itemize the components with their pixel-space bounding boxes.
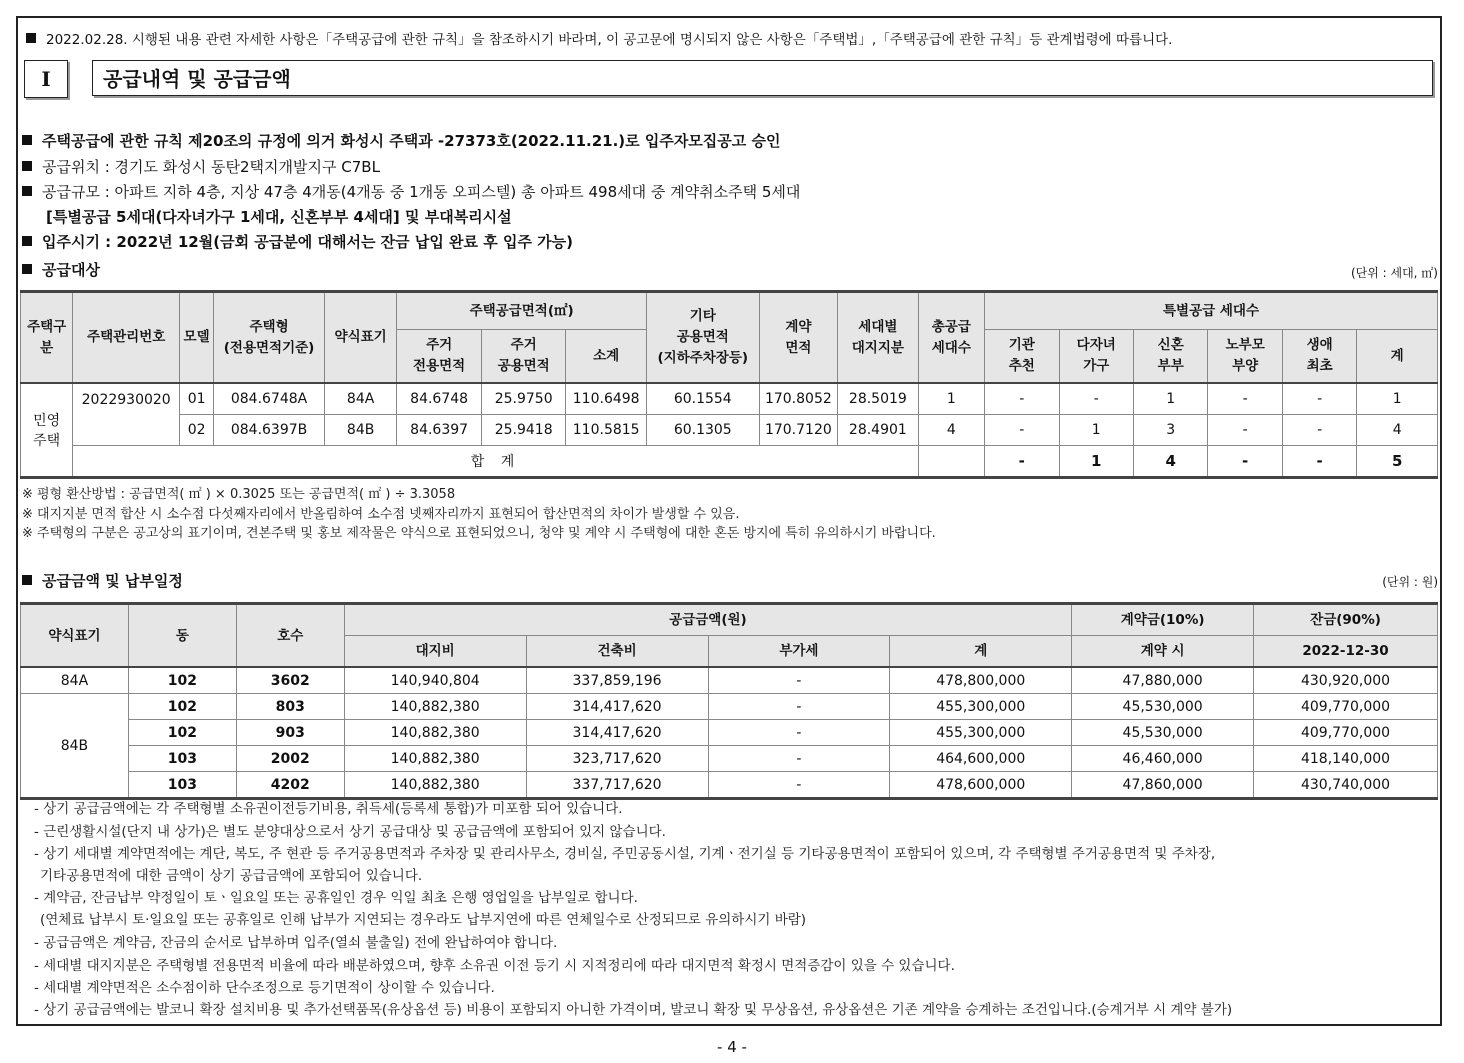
note-3: ※ 주택형의 구분은 공고상의 표기이며, 견본주택 및 홍보 제작물은 약식으로 표현되었으니, 청약 및 계약 시 주택형에 대한 혼돈 방지에 특히 유의하시기 바랍니다. <box>22 526 936 541</box>
cell-common: 25.9418 <box>481 415 566 446</box>
location-line <box>22 156 380 177</box>
price-note-2: - 근린생활시설(단지 내 상가)은 별도 분양대상으로서 상기 공급대상 및 공급금액에 포함되어 있지 않습니다. <box>34 824 666 840</box>
move-in-line <box>22 231 573 252</box>
square-bullet-icon <box>26 33 36 43</box>
cell-dong: 102 <box>128 720 236 746</box>
cell-newlywed: 1 <box>1133 383 1207 415</box>
cell-land: 140,882,380 <box>344 772 526 799</box>
price-note-4b: (연체료 납부시 토·일요일 또는 공휴일로 인해 납부가 지연되는 경우라도 납부지연에 따른 연체일수로 산정되므로 유의하시기 바람) <box>40 912 807 928</box>
cell-sum: 478,600,000 <box>890 772 1072 799</box>
th-deposit: 계약금(10%) <box>1072 604 1254 636</box>
scale-line <box>22 181 800 202</box>
cell-type: 084.6748A <box>214 383 325 415</box>
cell-land: 140,940,804 <box>344 667 526 694</box>
total-row <box>21 446 1438 478</box>
table-row <box>21 415 1438 446</box>
price-table <box>20 602 1438 800</box>
cell-balance: 409,770,000 <box>1254 720 1438 746</box>
page-number: - 4 - <box>717 1038 747 1056</box>
th-deposit-when: 계약 시 <box>1072 636 1254 668</box>
cell-vat: - <box>708 694 890 720</box>
note-1: ※ 평형 환산방법 : 공급면적( ㎡ ) × 0.3025 또는 공급면적( ㎡ ) ÷ 3.3058 <box>22 487 456 502</box>
th-price-sum: 계 <box>890 636 1072 668</box>
table-row <box>21 746 1438 772</box>
cell-vat: - <box>708 746 890 772</box>
supply-target-table <box>20 290 1438 479</box>
total-sum: 5 <box>1357 446 1438 478</box>
price-unit: (단위 : 원) <box>1382 575 1438 589</box>
price-note-8: - 상기 공급금액에는 발코니 확장 설치비용 및 추가선택품목(유상옵션 등) 비용이 포함되지 아니한 가격이며, 발코니 확장 및 무상옵션, 유상옵션은 기존 계약을 승계하는 조건입니다.(승계거부 시 계약 불가) <box>34 1002 1233 1018</box>
th-balance-date: 2022-12-30 <box>1254 636 1438 668</box>
total-newlywed: 4 <box>1133 446 1207 478</box>
cell-abbr: 84A <box>324 383 396 415</box>
square-bullet-icon <box>22 236 32 246</box>
cell-multi: 1 <box>1059 415 1133 446</box>
th-contract-area: 계약 면적 <box>759 292 837 384</box>
th-building: 건축비 <box>526 636 708 668</box>
approval-text: 주택공급에 관한 규칙 제20조의 규정에 의거 화성시 주택과 -27373호(2022.11.21.)로 입주자모집공고 승인 <box>42 132 781 150</box>
supply-unit: (단위 : 세대, ㎡) <box>1350 266 1438 280</box>
th-mgmt-no: 주택관리번호 <box>73 292 180 384</box>
cell-vat: - <box>708 720 890 746</box>
cell-total: 4 <box>918 415 984 446</box>
total-elderly: - <box>1208 446 1282 478</box>
th-balance: 잔금(90%) <box>1254 604 1438 636</box>
cell-multi: - <box>1059 383 1133 415</box>
cell-ho: 2002 <box>236 746 344 772</box>
cell-balance: 409,770,000 <box>1254 694 1438 720</box>
total-first: - <box>1282 446 1356 478</box>
th-multi-child: 다자녀 가구 <box>1059 330 1133 384</box>
th-newlywed: 신혼 부부 <box>1133 330 1207 384</box>
cell-subtotal: 110.6498 <box>566 383 647 415</box>
th-common: 주거 공용면적 <box>481 330 566 384</box>
table-row <box>21 667 1438 694</box>
total-institution: - <box>985 446 1059 478</box>
cell-deposit: 45,530,000 <box>1072 720 1254 746</box>
price-heading-text: 공급금액 및 납부일정 <box>42 572 183 590</box>
cell-first: - <box>1282 383 1356 415</box>
cell-building: 337,859,196 <box>526 667 708 694</box>
cell-elderly: - <box>1208 415 1282 446</box>
location-text: 공급위치 : 경기도 화성시 동탄2택지개발지구 C7BL <box>42 158 380 176</box>
square-bullet-icon <box>22 575 32 585</box>
mgmt-number-cell: 2022930020 <box>73 383 180 446</box>
th-total-units: 총공급 세대수 <box>918 292 984 384</box>
cell-deposit: 47,880,000 <box>1072 667 1254 694</box>
square-bullet-icon <box>22 161 32 171</box>
approval-line <box>22 130 780 151</box>
square-bullet-icon <box>22 264 32 274</box>
price-note-5: - 공급금액은 계약금, 잔금의 순서로 납부하며 입주(열쇠 불출일) 전에 완납하여야 합니다. <box>34 935 558 951</box>
table-row <box>21 720 1438 746</box>
top-note-text: 2022.02.28. 시행된 내용 관련 자세한 사항은「주택공급에 관한 규칙」을 참조하시기 바라며, 이 공고문에 명시되지 않은 사항은「주택법」,「주택공급에 관한 규칙」등 관계법령에 따릅니다. <box>46 32 1173 48</box>
cell-ho: 4202 <box>236 772 344 799</box>
cell-balance: 430,920,000 <box>1254 667 1438 694</box>
price-note-3: - 상기 세대별 계약면적에는 계단, 복도, 주 현관 등 주거공용면적과 주차장 및 관리사무소, 경비실, 주민공동시설, 기계ㆍ전기실 등 기타공용면적이 포함되어 있으며, 각 주택형별 주거공용면적 및 주차장, <box>34 846 1216 862</box>
cell-exclusive: 84.6748 <box>397 383 482 415</box>
th-abbr: 약식표기 <box>324 292 396 384</box>
price-heading <box>22 570 183 591</box>
table-row <box>21 772 1438 799</box>
cell-dong: 102 <box>128 694 236 720</box>
price-note-6: - 세대별 대지지분은 주택형별 전용면적 비율에 따라 배분하였으며, 향후 소유권 이전 등기 시 지적정리에 따라 대지면적 확정시 면적증감이 있을 수 있습니다. <box>34 958 955 974</box>
cell-sum: 4 <box>1357 415 1438 446</box>
cell-elderly: - <box>1208 383 1282 415</box>
cell-land: 140,882,380 <box>344 694 526 720</box>
cell-abbr: 84B <box>324 415 396 446</box>
price-note-3b: 기타공용면적에 대한 금액이 상기 공급금액에 포함되어 있습니다. <box>40 868 423 884</box>
move-in-text: 입주시기 : 2022년 12월(금회 공급분에 대해서는 잔금 납입 완료 후 입주 가능) <box>42 233 574 251</box>
cell-model: 02 <box>180 415 214 446</box>
cell-contract: 170.7120 <box>759 415 837 446</box>
total-label: 합 계 <box>73 446 918 478</box>
price-note-4: - 계약금, 잔금납부 약정일이 토ㆍ일요일 또는 공휴일인 경우 익일 최초 은행 영업일을 납부일로 합니다. <box>34 890 638 906</box>
cell-deposit: 47,860,000 <box>1072 772 1254 799</box>
category-cell: 민영 주택 <box>21 383 73 478</box>
scale-text: 공급규모 : 아파트 지하 4층, 지상 47층 4개동(4개동 중 1개동 오피스텔) 총 아파트 498세대 중 계약취소주택 5세대 <box>42 183 801 201</box>
th-dong: 동 <box>128 604 236 668</box>
th-exclusive: 주거 전용면적 <box>397 330 482 384</box>
th-other-common: 기타 공용면적 (지하주차장등) <box>646 292 759 384</box>
th-model: 모델 <box>180 292 214 384</box>
cell-dong: 103 <box>128 772 236 799</box>
th-supply-area: 주택공급면적(㎡) <box>397 292 647 330</box>
note-2: ※ 대지지분 면적 합산 시 소수점 다섯째자리에서 반올림하여 소수점 넷째자리까지 표현되어 합산면적의 차이가 발생할 수 있음. <box>22 507 740 522</box>
cell-other: 60.1305 <box>646 415 759 446</box>
cell-abbr: 84A <box>21 667 129 694</box>
th-sum: 계 <box>1357 330 1438 384</box>
scale-line-2: [특별공급 5세대(다자녀가구 1세대, 신혼부부 4세대] 및 부대복리시설 <box>46 208 512 226</box>
cell-land: 28.5019 <box>838 383 919 415</box>
cell-newlywed: 3 <box>1133 415 1207 446</box>
cell-dong: 103 <box>128 746 236 772</box>
target-heading <box>22 259 100 280</box>
cell-first: - <box>1282 415 1356 446</box>
section-title: 공급내역 및 공급금액 <box>92 60 1433 96</box>
th-supply-amount: 공급금액(원) <box>344 604 1071 636</box>
th-first-life: 생애 최초 <box>1282 330 1356 384</box>
th-special: 특별공급 세대수 <box>985 292 1438 330</box>
cell-deposit: 45,530,000 <box>1072 694 1254 720</box>
cell-other: 60.1554 <box>646 383 759 415</box>
th-land: 대지비 <box>344 636 526 668</box>
cell-sum: 455,300,000 <box>890 720 1072 746</box>
cell-contract: 170.8052 <box>759 383 837 415</box>
cell-building: 337,717,620 <box>526 772 708 799</box>
cell-deposit: 46,460,000 <box>1072 746 1254 772</box>
th-house-type-cat: 주택구분 <box>21 292 73 384</box>
cell-sum: 455,300,000 <box>890 694 1072 720</box>
section-header <box>24 60 1435 98</box>
cell-type: 084.6397B <box>214 415 325 446</box>
th-ho: 호수 <box>236 604 344 668</box>
cell-ho: 903 <box>236 720 344 746</box>
price-note-1: - 상기 공급금액에는 각 주택형별 소유권이전등기비용, 취득세(등록세 통합)가 미포함 되어 있습니다. <box>34 801 623 817</box>
cell-balance: 418,140,000 <box>1254 746 1438 772</box>
cell-dong: 102 <box>128 667 236 694</box>
square-bullet-icon <box>22 135 32 145</box>
cell-land: 28.4901 <box>838 415 919 446</box>
th-land-share: 세대별 대지지분 <box>838 292 919 384</box>
cell-institution: - <box>985 383 1059 415</box>
cell-abbr: 84B <box>21 694 129 799</box>
cell-ho: 3602 <box>236 667 344 694</box>
cell-vat: - <box>708 772 890 799</box>
section-number: I <box>24 60 68 98</box>
cell-building: 323,717,620 <box>526 746 708 772</box>
th-elderly: 노부모 부양 <box>1208 330 1282 384</box>
cell-sum: 478,800,000 <box>890 667 1072 694</box>
cell-land: 140,882,380 <box>344 720 526 746</box>
th-institution: 기관 추천 <box>985 330 1059 384</box>
square-bullet-icon <box>22 186 32 196</box>
cell-exclusive: 84.6397 <box>397 415 482 446</box>
th-vat: 부가세 <box>708 636 890 668</box>
cell-land: 140,882,380 <box>344 746 526 772</box>
cell-institution: - <box>985 415 1059 446</box>
cell-model: 01 <box>180 383 214 415</box>
cell-total: 1 <box>918 383 984 415</box>
cell-sum: 1 <box>1357 383 1438 415</box>
cell-vat: - <box>708 667 890 694</box>
cell-common: 25.9750 <box>481 383 566 415</box>
th-price-abbr: 약식표기 <box>21 604 129 668</box>
table-row <box>21 383 1438 415</box>
top-note <box>26 28 1172 48</box>
cell-balance: 430,740,000 <box>1254 772 1438 799</box>
total-empty <box>918 446 984 478</box>
th-subtotal: 소계 <box>566 330 647 384</box>
cell-building: 314,417,620 <box>526 720 708 746</box>
cell-building: 314,417,620 <box>526 694 708 720</box>
total-multi: 1 <box>1059 446 1133 478</box>
price-note-7: - 세대별 계약면적은 소수점이하 단수조정으로 등기면적이 상이할 수 있습니다. <box>34 980 495 996</box>
table-row <box>21 694 1438 720</box>
cell-ho: 803 <box>236 694 344 720</box>
th-house-type: 주택형 (전용면적기준) <box>214 292 325 384</box>
cell-sum: 464,600,000 <box>890 746 1072 772</box>
target-heading-text: 공급대상 <box>42 261 100 279</box>
cell-subtotal: 110.5815 <box>566 415 647 446</box>
